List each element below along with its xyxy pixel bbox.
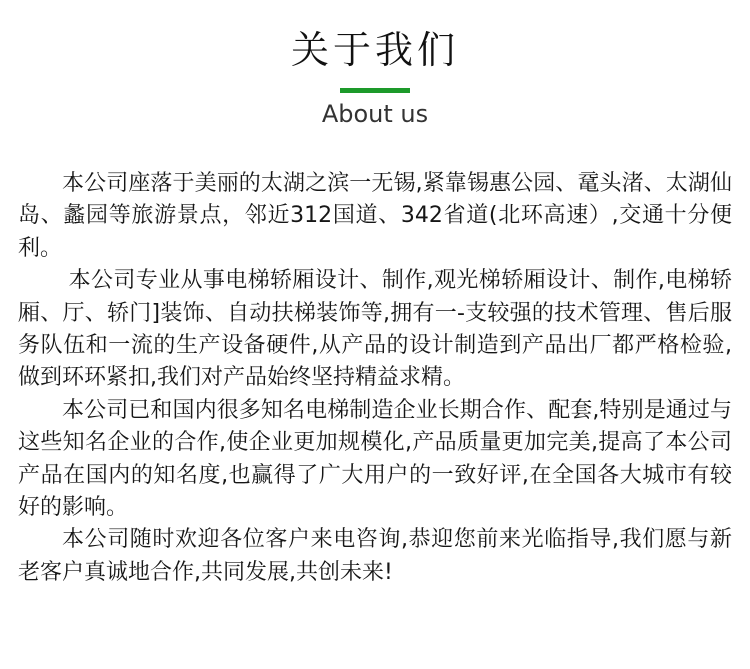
paragraph-business: 本公司专业从事电梯轿厢设计、制作,观光梯轿厢设计、制作,电梯轿厢、厅、轿门]装饰、自动扶梯装饰等,拥有一-支较强的技术管理、售后服务队伍和一流的生产设备硬件,从产品的设计制造到产品出厂都严格检验,做到环环紧扣,我们对产品始终坚持精益求精。 <box>18 268 732 391</box>
paragraph-partners: 本公司已和国内很多知名电梯制造企业长期合作、配套,特别是通过与这些知名企业的合作,使企业更加规模化,产品质量更加完美,提高了本公司产品在国内的知名度,也赢得了广大用户的一致好评,在全国各大城市有较好的影响。 <box>18 397 732 521</box>
page-title: 关于我们 <box>290 28 459 72</box>
paragraph-location: 本公司座落于美丽的太湖之滨一无锡,紧靠锡惠公园、鼋头渚、太湖仙岛、蠡园等旅游景点，邻近312国道、342省道(北环高速）,交通十分便利。 <box>18 171 732 261</box>
about-content <box>18 168 732 589</box>
paragraph-welcome: 本公司随时欢迎各位客户来电咨询,恭迎您前来光临指导,我们愿与新老客户真诚地合作,共同发展,共创未来! <box>18 527 732 585</box>
title-accent-bar <box>340 88 410 93</box>
page-subtitle: About us <box>321 100 429 128</box>
